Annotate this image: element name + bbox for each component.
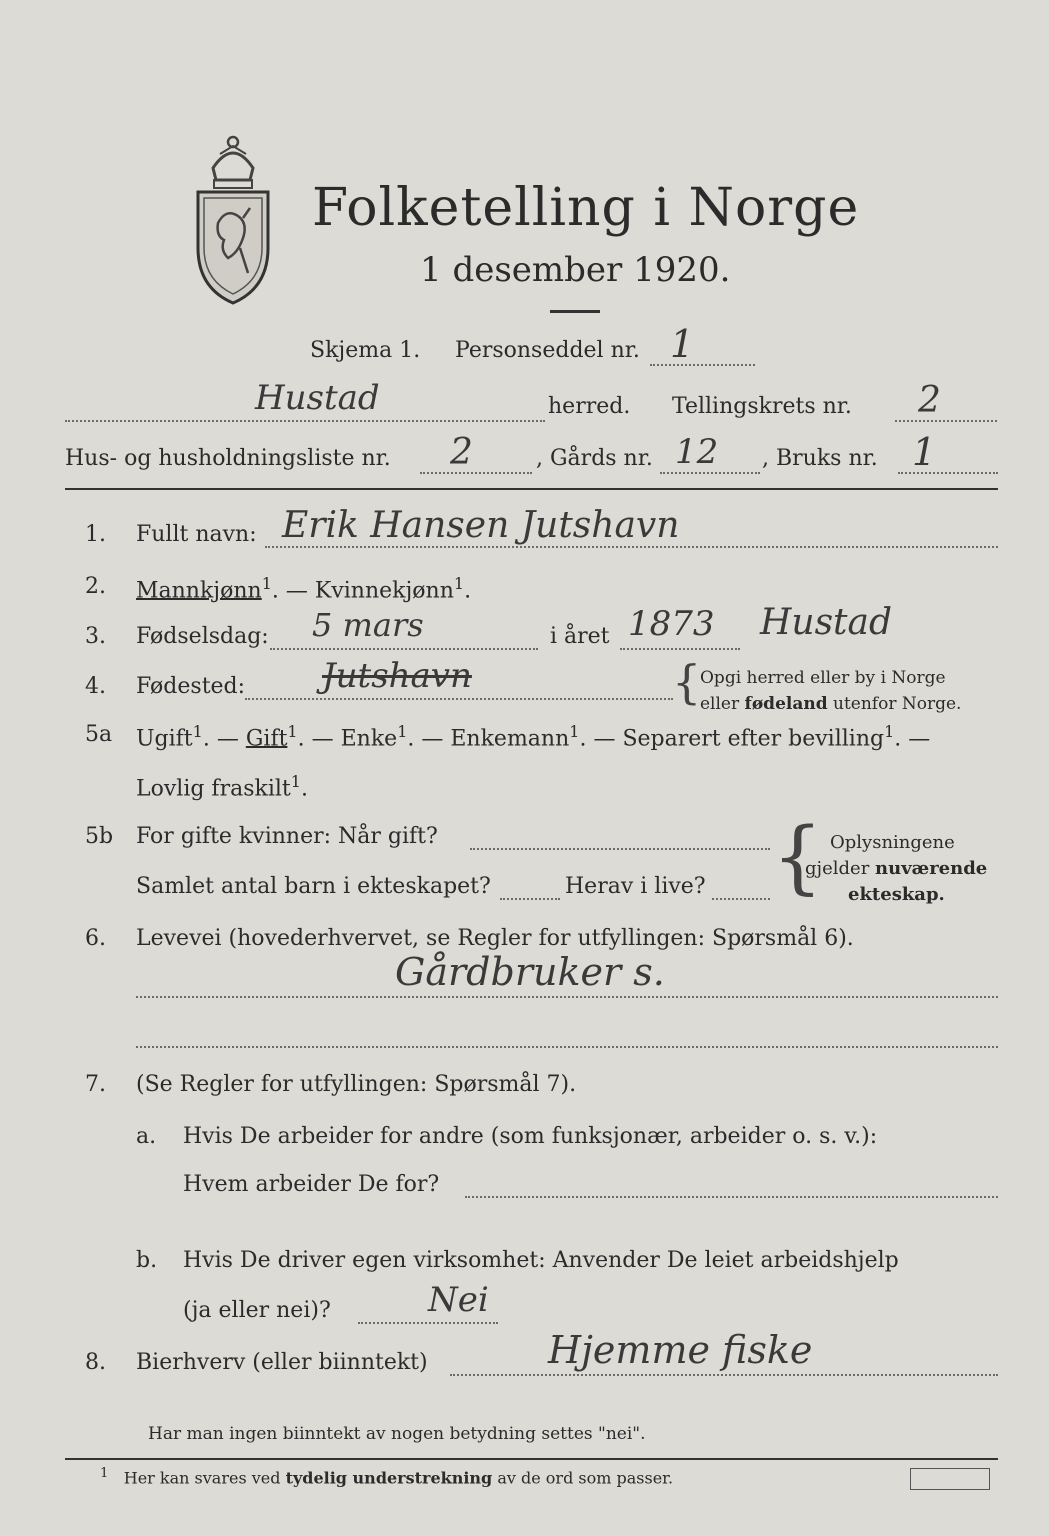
header-rule — [65, 488, 998, 490]
q5b-note-2 — [805, 858, 987, 879]
personseddel-label: Personseddel nr. — [455, 338, 640, 363]
q7a-label: Hvis De arbeider for andre (som funksjonær, arbeider o. s. v.): — [183, 1124, 878, 1149]
sup: 1 — [192, 722, 203, 741]
q7b-number: b. — [136, 1248, 158, 1273]
q5b-brace: { — [772, 810, 823, 903]
q4-note-2 — [700, 694, 961, 714]
q7-number: 7. — [85, 1072, 106, 1097]
q5b-note-2b: nuværende — [875, 858, 988, 879]
q5b-barn: Samlet antal barn i ekteskapet? — [136, 874, 491, 899]
q2-female: . — Kvinnekjønn — [271, 578, 454, 604]
herred-label: herred. — [548, 394, 631, 419]
q5b-note-1: Oplysningene — [830, 832, 955, 853]
q7b-value: Nei — [428, 1280, 489, 1320]
q5a-fraskilt: Lovlig fraskilt$^1$. — [136, 772, 308, 802]
q6-line-1 — [136, 996, 998, 998]
q5b-label: For gifte kvinner: Når gift? — [136, 824, 438, 849]
herred-line — [65, 420, 545, 422]
bottom-note: Har man ingen biinntekt av nogen betydning settes "nei". — [148, 1424, 646, 1444]
q2-number: 2. — [85, 574, 106, 599]
q5b-live-line — [712, 898, 770, 900]
footnote-c: av de ord som passer. — [492, 1468, 674, 1488]
sup: 1 — [884, 722, 895, 741]
q5a-enkemann: Enkemann — [450, 726, 570, 752]
q5b-note-3: ekteskap. — [848, 884, 945, 905]
sup: 1 — [287, 722, 298, 741]
sup: 1 — [569, 722, 580, 741]
q4-number: 4. — [85, 674, 106, 699]
q2-male: Mannkjønn — [136, 578, 262, 604]
q4-line — [245, 698, 673, 700]
q3-year-label: i året — [550, 624, 610, 649]
sup: 1 — [261, 574, 272, 593]
q8-label: Bierhverv (eller biinntekt) — [136, 1350, 428, 1375]
q1-label: Fullt navn: — [136, 522, 257, 547]
footer-rule — [65, 1458, 998, 1460]
personseddel-value: 1 — [670, 322, 695, 366]
q8-value: Hjemme fiske — [548, 1328, 813, 1372]
q7-label: (Se Regler for utfyllingen: Spørsmål 7). — [136, 1072, 577, 1097]
q4-note-1: Opgi herred eller by i Norge — [700, 668, 946, 688]
form-date: 1 desember 1920. — [420, 250, 731, 290]
footnote-number: 1 — [100, 1466, 109, 1481]
herred-value: Hustad — [255, 378, 380, 418]
q7a-label-2: Hvem arbeider De for? — [183, 1172, 440, 1197]
q5a-options: Ugift$^1$. — Gift$^1$. — Enke$^1$. — Enkemann$^1$. — Separert efter bevilling$^1$. — — [136, 722, 931, 752]
footnote — [100, 1466, 673, 1487]
q7a-number: a. — [136, 1124, 157, 1149]
title-divider — [550, 310, 600, 313]
q3-year: 1873 — [628, 604, 715, 644]
q8-number: 8. — [85, 1350, 106, 1375]
personseddel-line — [650, 364, 755, 366]
q1-number: 1. — [85, 522, 106, 547]
printer-stamp — [910, 1468, 990, 1490]
q6-line-2 — [136, 1046, 998, 1048]
q4-note-2c: utenfor Norge. — [827, 694, 962, 714]
q5a-ugift: Ugift — [136, 726, 193, 752]
q7b-line — [358, 1322, 498, 1324]
q3-year-line — [620, 648, 740, 650]
q1-value: Erik Hansen Jutshavn — [282, 505, 680, 546]
q5b-live: Herav i live? — [565, 874, 706, 899]
gards-label: , Gårds nr. — [536, 446, 653, 471]
bruks-value: 1 — [912, 430, 937, 474]
q5b-note-2a: gjelder — [805, 858, 876, 879]
tellingskrets-label: Tellingskrets nr. — [672, 394, 852, 419]
q5a-number: 5a — [85, 722, 113, 747]
q5b-date-line — [470, 848, 770, 850]
q4-brace: { — [672, 655, 702, 709]
q5a-separert: Separert efter bevilling — [622, 726, 885, 752]
q7b-label-2: (ja eller nei)? — [183, 1298, 331, 1323]
q5b-number: 5b — [85, 824, 114, 849]
footnote-b: tydelig understrekning — [285, 1468, 493, 1488]
hus-line — [420, 472, 532, 474]
bruks-label: , Bruks nr. — [762, 446, 878, 471]
sup: 1 — [453, 574, 465, 593]
skjema-label: Skjema 1. — [310, 338, 421, 363]
gards-value: 12 — [675, 432, 719, 472]
sup: 1 — [290, 772, 301, 791]
q6-value: Gårdbruker s. — [395, 950, 665, 994]
q8-line — [450, 1374, 998, 1376]
footnote-a: Her kan svares ved — [123, 1468, 286, 1488]
coat-of-arms-icon — [188, 128, 278, 308]
q4-note-2a: eller — [700, 694, 745, 714]
q2-options: Mannkjønn$^1$. — Kvinnekjønn$^1$. — [136, 574, 472, 604]
q6-label: Levevei (hovederhvervet, se Regler for utfyllingen: Spørsmål 6). — [136, 926, 854, 951]
q4-value: Jutshavn — [322, 656, 472, 696]
q5b-barn-line — [500, 898, 560, 900]
q7b-label: Hvis De driver egen virksomhet: Anvender De leiet arbeidshjelp — [183, 1248, 899, 1273]
q4-label: Fødested: — [136, 674, 246, 699]
q7a-line — [465, 1196, 998, 1198]
sup: 1 — [397, 722, 408, 741]
q3-number: 3. — [85, 624, 106, 649]
hus-label: Hus- og husholdningsliste nr. — [65, 446, 391, 471]
tellingskrets-value: 2 — [918, 380, 941, 421]
q4-note-2b: fødeland — [744, 694, 828, 714]
q5a-fraskilt-text: Lovlig fraskilt — [136, 776, 291, 802]
q3-place: Hustad — [760, 602, 893, 643]
gards-line — [660, 472, 760, 474]
q3-date-line — [270, 648, 538, 650]
form-title: Folketelling i Norge — [312, 178, 860, 238]
tellingskrets-line — [895, 420, 997, 422]
q5a-gift: Gift — [245, 726, 288, 752]
q6-number: 6. — [85, 926, 106, 951]
q1-line — [265, 546, 998, 548]
q5a-enke: Enke — [340, 726, 398, 752]
q3-value: 5 mars — [312, 606, 424, 644]
hus-value: 2 — [450, 432, 473, 473]
q3-label: Fødselsdag: — [136, 624, 269, 649]
